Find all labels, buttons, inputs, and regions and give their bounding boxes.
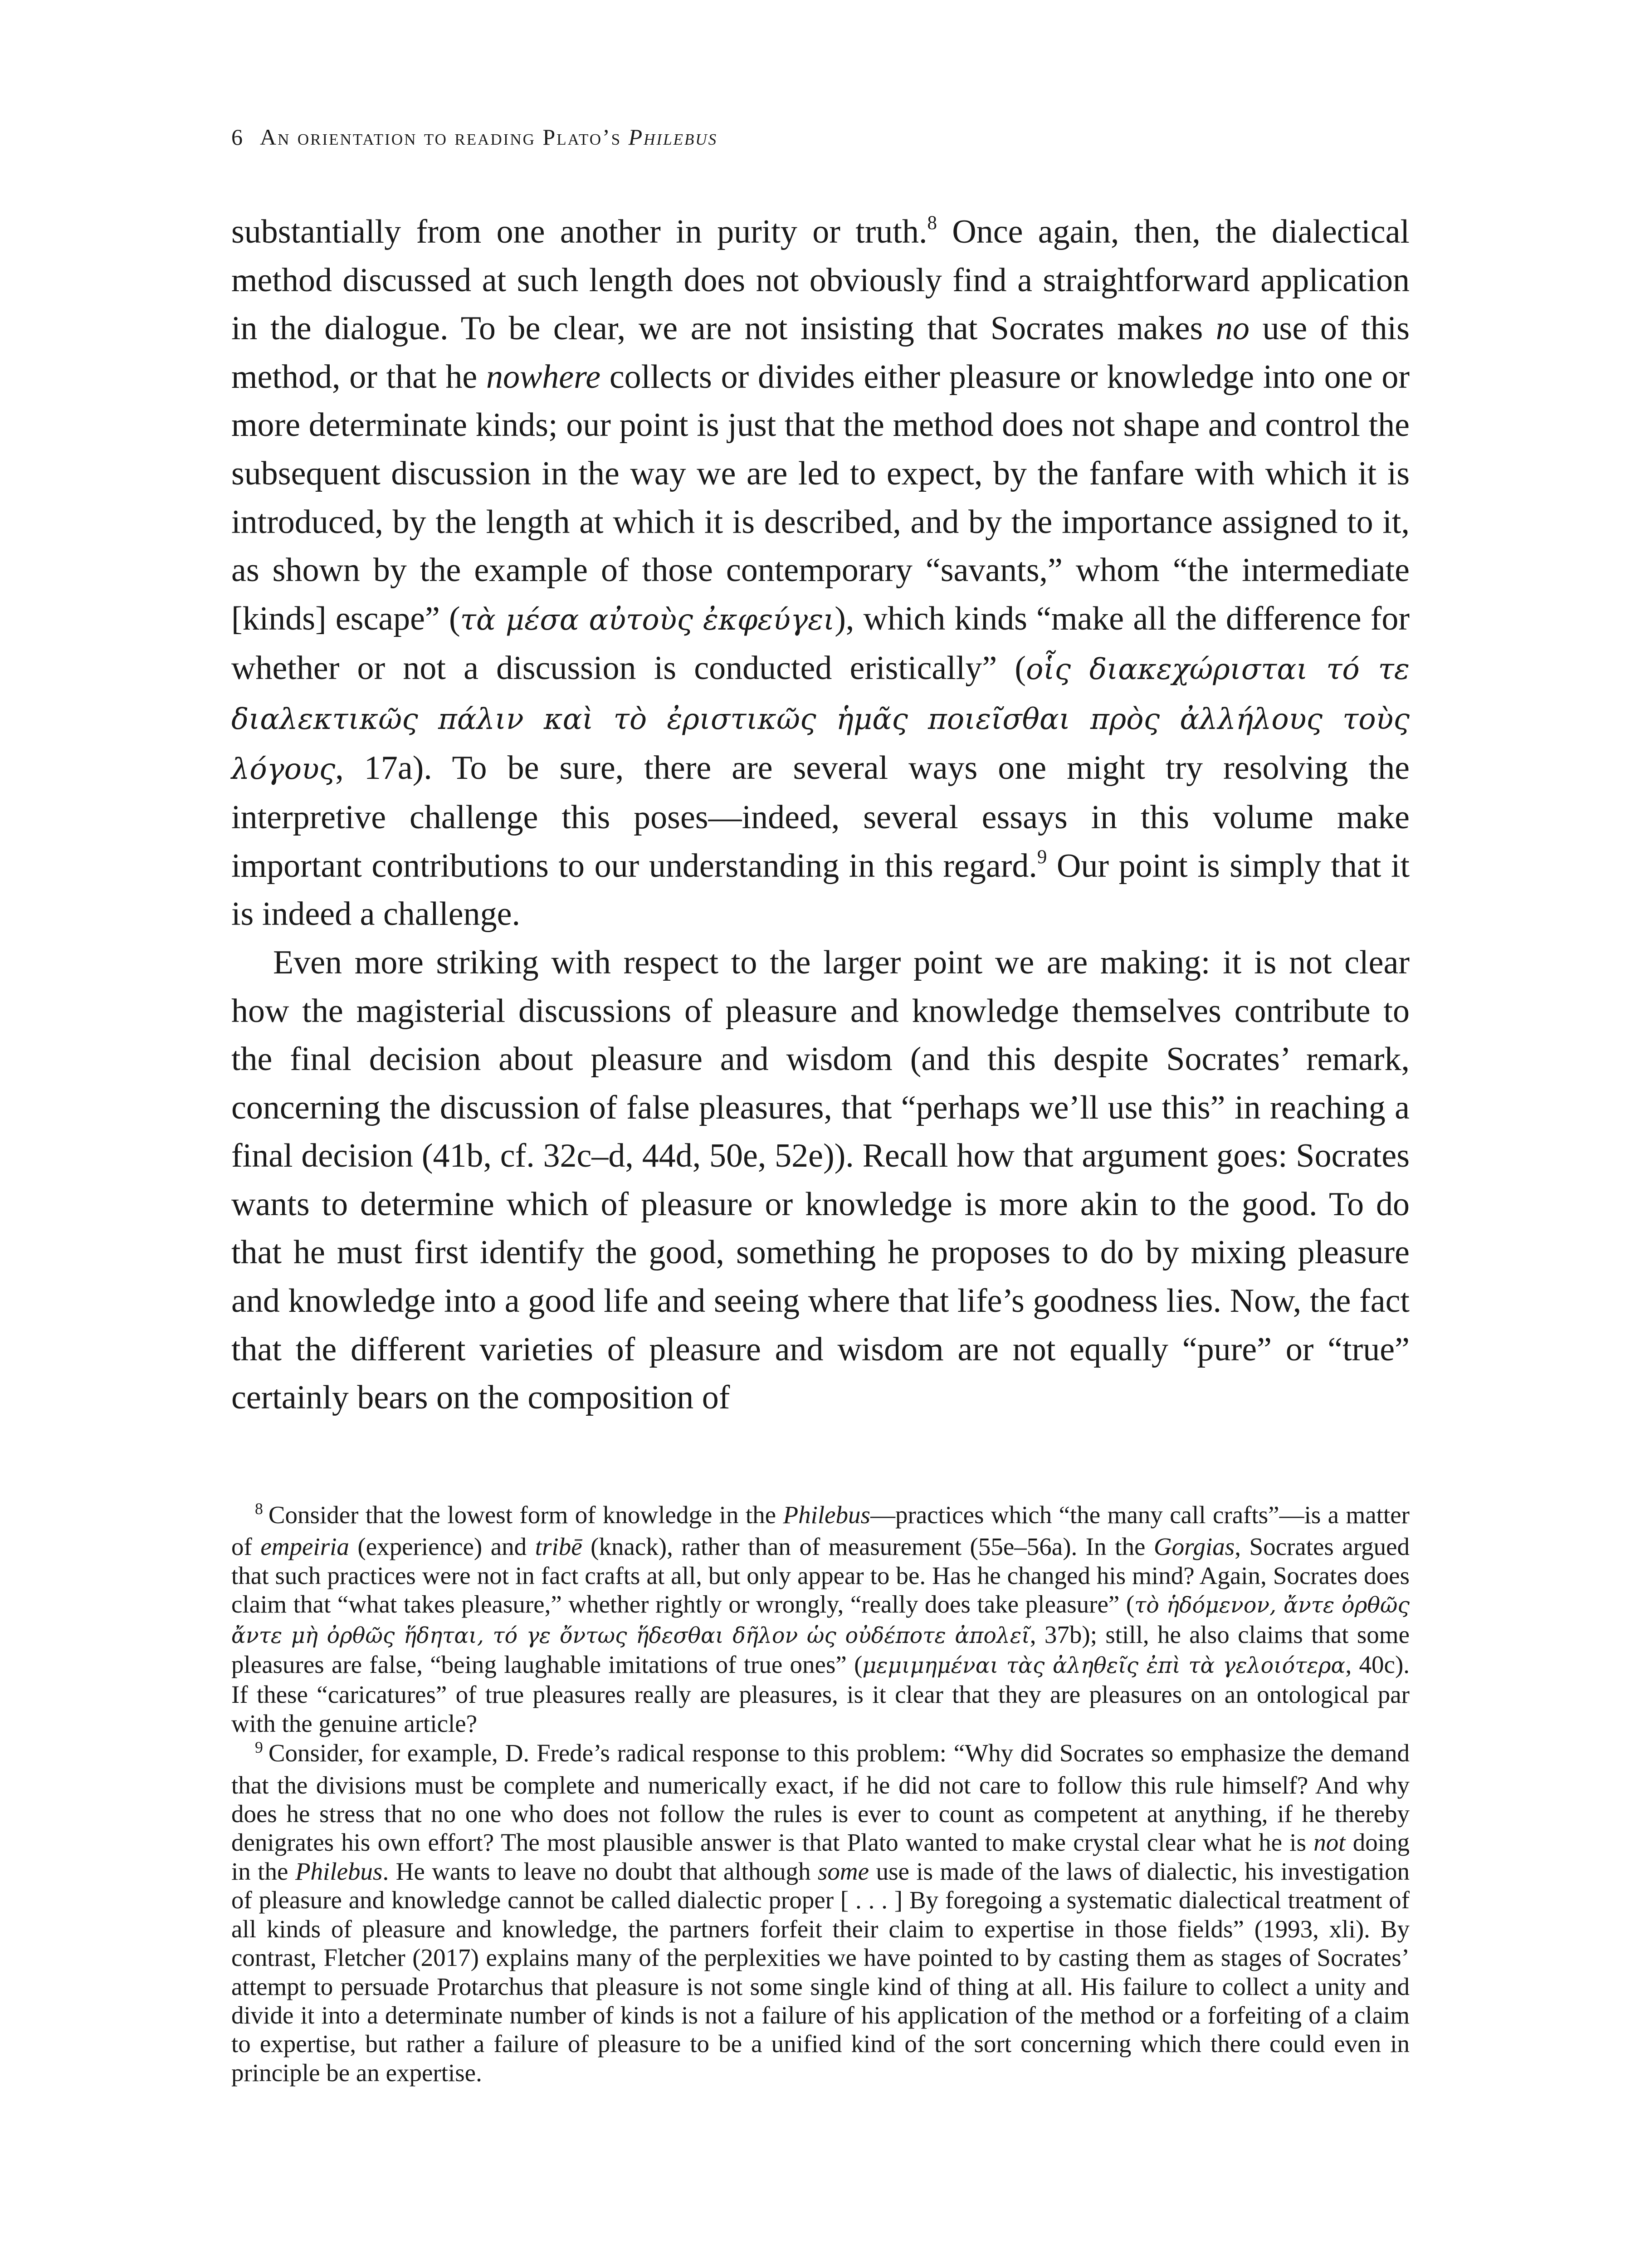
paragraph-1: substantially from one another in purity or truth.$^8$ Once again, then, the dialectical method discussed at such length does not obviously find a straightforward application in the dialogue. To be clear, we are not insisting that Socrates makes no use of this method, or that he nowhere collects or divides either pleasure or knowledge into one or more determinate kinds; our point is just that the method does not shape and control the subsequent discussion in the way we are led to expect, by the fanfare with which it is introduced, by the length at which it is described, and by the importance assigned to it, as shown by the example of those contemporary “savants,” whom “the intermediate [kinds] escape” (τὰ μέσα αὐτοὺς ἐκφεύγει), which kinds “make all the difference for whether or not a discussion is conducted eristically” (οἷς διακεχώρισται τό τε διαλεκτικῶς πάλιν καὶ τὸ ἐριστικῶς ἡμᾶς ποιεῖσθαι πρὸς ἀλλήλους τοὺς λόγους, 17a). To be sure, there are several ways one might try resolving the interpretive challenge this poses—indeed, several essays in this volume make important contributions to our understanding in this regard.$^9$ Our point is simply that it is indeed a challenge. bbox=[231, 212, 1410, 933]
footnote-8: $^8$ Consider that the lowest form of knowledge in the Philebus—practices which “the many call crafts”—is a matter of empeiria (experience) and tribē (knack), rather than of measurement (55e–56a). In the Gorgias, Socrates argued that such practices were not in fact crafts at all, but only appear to be. Has he changed his mind? Again, Socrates does claim that “what takes pleasure,” whether rightly or wrongly, “really does take pleasure” (τὸ ἡδόμενον, ἄντε ὀρθῶς ἄντε μὴ ὀρθῶς ἥδηται, τό γε ὄντως ἥδεσθαι δῆλον ὡς οὐδέποτε ἀπολεῖ, 37b); still, he also claims that some pleasures are false, “being laughable imitations of true ones” (μεμιμημέναι τὰς ἀληθεῖς ἐπὶ τὰ γελοιότερα, 40c). If these “caricatures” of true pleasures really are pleasures, is it clear that they are pleasures on an ontological par with the genuine article? bbox=[231, 1500, 1410, 1737]
footnote-greek-2: μεμιμημέναι τὰς ἀληθεῖς ἐπὶ τὰ γελοιότερα bbox=[862, 1653, 1346, 1679]
footnote-number: 8 bbox=[255, 1500, 263, 1518]
running-head-title: An orientation to reading Plato’s Philebus bbox=[260, 124, 718, 150]
greek-quote-1: τὰ μέσα αὐτοὺς ἐκφεύγει bbox=[460, 603, 835, 637]
footnote-9: $^9$ Consider, for example, D. Frede’s radical response to this problem: “Why did Socrates so emphasize the demand that the divisions must be complete and numerically exact, if he did not care to follow this rule himself? And why does he stress that no one who does not follow the rules is ever to count as competent at anything, if he thereby denigrates his own effort? The most plausible answer is that Plato wanted to make crystal clear what he is not doing in the Philebus. He wants to leave no doubt that although some use is made of the laws of dialectic, his investigation of pleasure and knowledge cannot be called dialectic proper [ . . . ] By foregoing a systematic dialectical treatment of all kinds of pleasure and knowledge, the partners forfeit their claim to expertise in those fields” (1993, xli). By contrast, Fletcher (2017) explains many of the perplexities we have pointed to by casting them as stages of Socrates’ attempt to persuade Protarchus that pleasure is not some single kind of thing at all. His failure to collect a unity and divide it into a determinate number of kinds is not a failure of his application of the method or a forfeiting of a claim to expertise, but rather a failure of pleasure to be a unified kind of the sort concerning which there could even in principle be an expertise. bbox=[231, 1738, 1410, 2087]
footnotes bbox=[231, 1501, 1410, 2088]
greek-quote-2: οἷς διακεχώρισται τό τε διαλεκτικῶς πάλιν καὶ τὸ ἐριστικῶς ἡμᾶς ποιεῖσθαι πρὸς ἀλλήλους τοὺς λόγους bbox=[231, 653, 1410, 786]
running-head bbox=[231, 119, 1411, 155]
paragraph-2: Even more striking with respect to the larger point we are making: it is not clear how the magisterial discussions of pleasure and knowledge themselves contribute to the final decision about pleasure and wisdom (and this despite Socrates’ remark, concerning the discussion of false pleasures, that “perhaps we’ll use this” in reaching a final decision (41b, cf. 32c–d, 44d, 50e, 52e)). Recall how that argument goes: Socrates wants to determine which of pleasure or knowledge is more akin to the good. To do that he must first identify the good, something he proposes to do by mixing pleasure and knowledge into a good life and seeing where that life’s goodness lies. Now, the fact that the different varieties of pleasure and wisdom are not equally “pure” or “true” certainly bears on the composition of bbox=[231, 943, 1410, 1417]
footnote-ref-8: 8 bbox=[927, 212, 937, 234]
main-text bbox=[231, 208, 1410, 1422]
running-head-title-italic: Philebus bbox=[628, 124, 718, 150]
footnote-ref-9: 9 bbox=[1037, 846, 1047, 868]
footnote-number: 9 bbox=[255, 1738, 263, 1756]
page-number: 6 bbox=[231, 124, 243, 150]
footnote-greek-1: τὸ ἡδόμενον, ἄντε ὀρθῶς ἄντε μὴ ὀρθῶς ἥδηται, τό γε ὄντως ἥδεσθαι δῆλον ὡς οὐδέποτε ἀπολεῖ bbox=[231, 1593, 1410, 1648]
